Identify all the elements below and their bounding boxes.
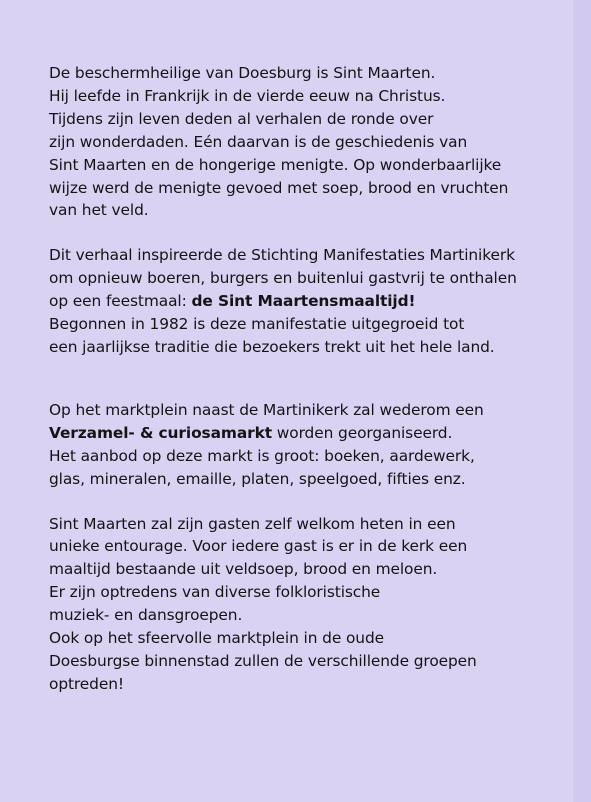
text-line: om opnieuw boeren, burgers en buitenlui gastvrij te onthalen xyxy=(49,269,517,288)
text-line: Het aanbod op deze markt is groot: boeken, aardewerk, xyxy=(49,446,475,465)
text-line: optreden! xyxy=(49,674,124,693)
paragraph-welcome xyxy=(49,513,579,696)
text-line xyxy=(49,422,579,445)
text-line: wijze werd de menigte gevoed met soep, brood en vruchten xyxy=(49,178,509,197)
market-name-bold: Verzamel- & curiosamarkt xyxy=(49,423,272,442)
event-name-bold: de Sint Maartensmaaltijd! xyxy=(191,292,416,311)
text-line: glas, mineralen, emaille, platen, speelgoed, fifties enz. xyxy=(49,469,466,488)
text-line: Begonnen in 1982 is deze manifestatie uitgegroeid tot xyxy=(49,315,465,334)
text-line: muziek- en dansgroepen. xyxy=(49,606,243,625)
paragraph-market xyxy=(49,399,579,491)
text-line: zijn wonderdaden. Eén daarvan is de geschiedenis van xyxy=(49,132,468,151)
text-line: De beschermheilige van Doesburg is Sint Maarten. xyxy=(49,64,436,82)
text-line: Sint Maarten en de hongerige menigte. Op wonderbaarlijke xyxy=(49,155,502,174)
text-line: van het veld. xyxy=(49,201,149,220)
text-line: Sint Maarten zal zijn gasten zelf welkom heten in een xyxy=(49,514,456,533)
text-line: Op het marktplein naast de Martinikerk zal wederom een xyxy=(49,400,484,419)
text-line: Er zijn optredens van diverse folkloristische xyxy=(49,583,381,602)
text-line: Ook op het sfeervolle marktplein in de oude xyxy=(49,629,385,648)
text-line: Doesburgse binnenstad zullen de verschillende groepen xyxy=(49,651,477,670)
text-line: unieke entourage. Voor iedere gast is er in de kerk een xyxy=(49,537,468,556)
paragraph-patron-saint xyxy=(49,62,579,222)
document-body xyxy=(49,58,579,696)
text-line: maaltijd bestaande uit veldsoep, brood en meloen. xyxy=(49,560,438,579)
text-line xyxy=(49,290,579,313)
text-line: Tijdens zijn leven deden al verhalen de ronde over xyxy=(49,109,434,128)
text-line: Dit verhaal inspireerde de Stichting Manifestaties Martinikerk xyxy=(49,246,515,265)
text-line: Hij leefde in Frankrijk in de vierde eeuw na Christus. xyxy=(49,86,446,105)
line-text: op een feestmaal: xyxy=(49,292,192,311)
text-line: een jaarlijkse traditie die bezoekers trekt uit het hele land. xyxy=(49,337,495,356)
line-text: worden georganiseerd. xyxy=(272,423,453,442)
paragraph-feast-meal xyxy=(49,244,579,359)
